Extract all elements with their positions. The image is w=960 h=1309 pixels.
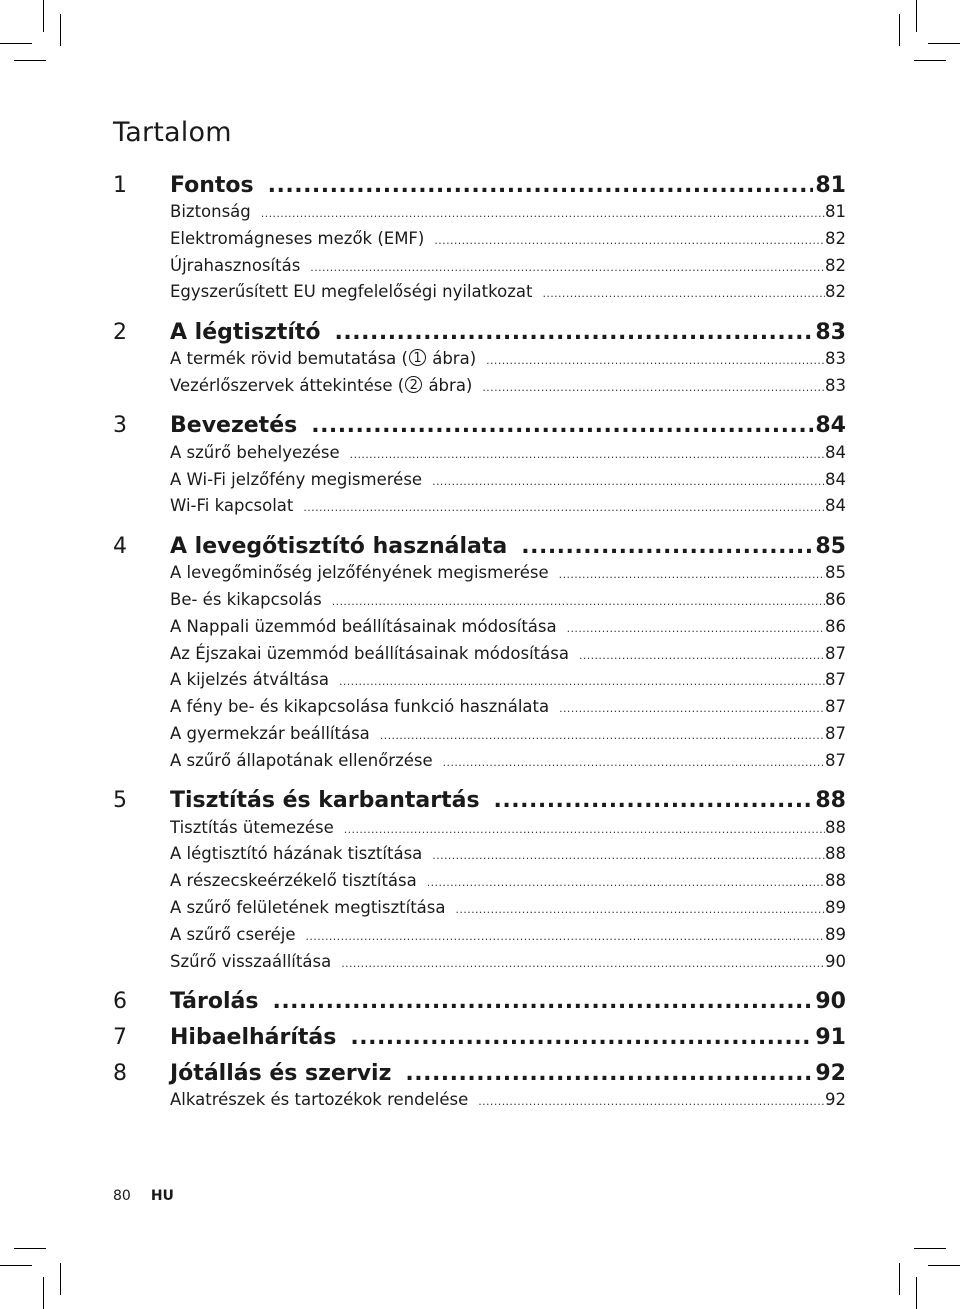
section-page-number: 87 bbox=[825, 723, 846, 743]
toc-chapter-row[interactable] bbox=[113, 409, 846, 443]
crop-mark bbox=[43, 0, 44, 32]
language-code: HU bbox=[150, 1188, 174, 1204]
toc-chapter-row[interactable] bbox=[113, 1020, 846, 1054]
toc-chapter-row[interactable] bbox=[113, 1056, 846, 1090]
chapter-title: Bevezetés bbox=[170, 413, 298, 439]
section-title bbox=[170, 282, 542, 301]
dot-leader bbox=[310, 261, 825, 274]
section-title-text: Wi-Fi kapcsolat bbox=[170, 496, 294, 516]
section-title-text: A termék rövid bemutatása ( bbox=[170, 349, 408, 369]
section-title bbox=[170, 563, 559, 582]
section-page-number: 87 bbox=[825, 750, 846, 770]
toc-section-row[interactable] bbox=[170, 202, 846, 229]
toc-chapter-row[interactable] bbox=[113, 529, 846, 563]
toc-section-row[interactable] bbox=[170, 229, 846, 256]
dot-leader bbox=[268, 173, 814, 198]
dot-leader bbox=[261, 207, 825, 220]
section-title-text: A légtisztító házának tisztítása bbox=[170, 844, 423, 864]
section-page-number: 82 bbox=[825, 282, 846, 302]
toc-chapter bbox=[113, 784, 846, 979]
section-title bbox=[170, 1090, 478, 1109]
chapter-number: 3 bbox=[113, 413, 127, 439]
crop-mark bbox=[914, 60, 946, 61]
dot-leader bbox=[443, 756, 825, 769]
section-title bbox=[170, 751, 443, 770]
toc-section-row[interactable] bbox=[170, 470, 846, 497]
section-title bbox=[170, 844, 432, 863]
section-page-number: 92 bbox=[825, 1090, 846, 1110]
section-title-text: A szűrő cseréje bbox=[170, 924, 296, 944]
toc-chapter bbox=[113, 409, 846, 523]
section-title-text: Tisztítás ütemezése bbox=[170, 817, 334, 837]
crop-mark bbox=[60, 1263, 61, 1295]
dot-leader bbox=[350, 448, 825, 461]
section-page-number: 84 bbox=[825, 442, 846, 462]
section-title-text: A szűrő állapotának ellenőrzése bbox=[170, 750, 433, 770]
figure-number-circle: 2 bbox=[405, 376, 422, 393]
chapter-title: A levegőtisztító használata bbox=[170, 533, 508, 559]
section-title bbox=[170, 590, 332, 609]
dot-leader bbox=[272, 989, 813, 1014]
toc-section-row[interactable] bbox=[170, 952, 846, 979]
section-title bbox=[170, 256, 310, 275]
dot-leader bbox=[521, 534, 813, 559]
section-page-number: 87 bbox=[825, 643, 846, 663]
crop-mark bbox=[928, 43, 960, 44]
section-title-text: A fény be- és kikapcsolása funkció használata bbox=[170, 697, 550, 717]
section-page-number: 88 bbox=[825, 817, 846, 837]
page-title: Tartalom bbox=[113, 117, 232, 148]
section-title-text: A kijelzés átváltása bbox=[170, 670, 329, 690]
section-page-number: 86 bbox=[825, 589, 846, 609]
dot-leader bbox=[559, 702, 825, 715]
dot-leader bbox=[579, 649, 825, 662]
section-title bbox=[170, 670, 339, 689]
toc-chapter-row[interactable] bbox=[113, 784, 846, 818]
toc-chapter-row[interactable] bbox=[113, 168, 846, 202]
dot-leader bbox=[339, 675, 825, 688]
section-title-text: Az Éjszakai üzemmód beállításainak módosítása bbox=[170, 643, 569, 663]
toc-section-row[interactable] bbox=[170, 617, 846, 644]
toc-section-row[interactable] bbox=[170, 349, 846, 376]
section-page-number: 87 bbox=[825, 697, 846, 717]
dot-leader bbox=[456, 903, 826, 916]
section-title bbox=[170, 202, 261, 221]
chapter-page-number: 85 bbox=[815, 533, 846, 559]
crop-mark bbox=[899, 14, 900, 46]
dot-leader bbox=[332, 595, 825, 608]
chapter-number: 5 bbox=[113, 788, 127, 814]
toc-section-row[interactable] bbox=[170, 644, 846, 671]
toc-section-row[interactable] bbox=[170, 563, 846, 590]
toc-section-row[interactable] bbox=[170, 925, 846, 952]
section-title bbox=[170, 229, 434, 248]
section-page-number: 90 bbox=[825, 951, 846, 971]
section-page-number: 85 bbox=[825, 563, 846, 583]
toc-section-row[interactable] bbox=[170, 751, 846, 778]
section-page-number: 88 bbox=[825, 844, 846, 864]
section-title bbox=[170, 617, 567, 636]
dot-leader bbox=[341, 957, 825, 970]
toc-section-row[interactable] bbox=[170, 818, 846, 845]
section-page-number: 83 bbox=[825, 349, 846, 369]
chapter-page-number: 92 bbox=[815, 1060, 846, 1086]
dot-leader bbox=[542, 287, 825, 300]
section-title bbox=[170, 644, 579, 663]
dot-leader bbox=[350, 1025, 813, 1050]
chapter-number: 6 bbox=[113, 988, 127, 1014]
toc-chapter bbox=[113, 984, 846, 1018]
section-page-number: 89 bbox=[825, 924, 846, 944]
chapter-number: 8 bbox=[113, 1060, 127, 1086]
dot-leader bbox=[344, 823, 825, 836]
chapter-page-number: 84 bbox=[815, 413, 846, 439]
section-title bbox=[170, 818, 344, 837]
page-number: 80 bbox=[113, 1188, 131, 1204]
section-title-text: Egyszerűsített EU megfelelőségi nyilatkozat bbox=[170, 282, 533, 302]
chapter-page-number: 88 bbox=[815, 788, 846, 814]
chapter-page-number: 83 bbox=[815, 319, 846, 345]
chapter-title: Tárolás bbox=[170, 988, 259, 1014]
section-title-text: Alkatrészek és tartozékok rendelése bbox=[170, 1090, 469, 1110]
section-page-number: 88 bbox=[825, 871, 846, 891]
dot-leader bbox=[427, 876, 825, 889]
toc-section-row[interactable] bbox=[170, 496, 846, 523]
dot-leader bbox=[559, 568, 825, 581]
dot-leader bbox=[432, 849, 825, 862]
toc-chapter-row[interactable] bbox=[113, 984, 846, 1018]
crop-mark bbox=[916, 0, 917, 32]
section-title bbox=[170, 871, 427, 890]
section-title bbox=[170, 724, 380, 743]
chapter-title: A légtisztító bbox=[170, 319, 321, 345]
crop-mark bbox=[0, 1265, 32, 1266]
section-title-text: ábra) bbox=[426, 349, 477, 369]
section-title bbox=[170, 952, 341, 971]
section-page-number: 81 bbox=[825, 202, 846, 221]
toc-chapter bbox=[113, 168, 846, 309]
dot-leader bbox=[303, 501, 825, 514]
section-title-text: A szűrő behelyezése bbox=[170, 442, 340, 462]
section-title bbox=[170, 470, 432, 489]
toc-chapter bbox=[113, 1056, 846, 1117]
crop-mark bbox=[928, 1265, 960, 1266]
section-title-text: Biztonság bbox=[170, 202, 251, 221]
toc-section-row[interactable] bbox=[170, 443, 846, 470]
dot-leader bbox=[306, 930, 826, 943]
dot-leader bbox=[482, 381, 825, 394]
section-title bbox=[170, 443, 350, 462]
section-title bbox=[170, 925, 306, 944]
section-page-number: 82 bbox=[825, 228, 846, 248]
section-title-text: A Nappali üzemmód beállításainak módosítása bbox=[170, 616, 557, 636]
crop-mark bbox=[0, 43, 32, 44]
dot-leader bbox=[567, 622, 825, 635]
crop-mark bbox=[60, 14, 61, 46]
dot-leader bbox=[434, 234, 825, 247]
crop-mark bbox=[43, 1277, 44, 1309]
dot-leader bbox=[494, 788, 814, 813]
toc-section-row[interactable] bbox=[170, 844, 846, 871]
chapter-page-number: 81 bbox=[815, 172, 846, 198]
section-title-text: Vezérlőszervek áttekintése ( bbox=[170, 375, 405, 395]
section-title bbox=[170, 496, 303, 515]
chapter-number: 4 bbox=[113, 533, 127, 559]
section-page-number: 86 bbox=[825, 616, 846, 636]
toc-section-row[interactable] bbox=[170, 670, 846, 697]
chapter-title: Jótállás és szerviz bbox=[170, 1060, 392, 1086]
dot-leader bbox=[486, 354, 825, 367]
dot-leader bbox=[405, 1061, 813, 1086]
section-title-text: A szűrő felületének megtisztítása bbox=[170, 897, 446, 917]
crop-mark bbox=[914, 1248, 946, 1249]
toc-chapter bbox=[113, 529, 846, 777]
section-title bbox=[170, 898, 456, 917]
section-page-number: 83 bbox=[825, 375, 846, 395]
page-footer bbox=[113, 1188, 174, 1204]
section-title bbox=[170, 697, 559, 716]
chapter-title: Fontos bbox=[170, 172, 254, 198]
section-page-number: 82 bbox=[825, 255, 846, 275]
crop-mark bbox=[14, 60, 46, 61]
section-title-text: Elektromágneses mezők (EMF) bbox=[170, 228, 425, 248]
figure-number-circle: 1 bbox=[409, 349, 426, 366]
chapter-number: 1 bbox=[113, 172, 127, 198]
toc-section-row[interactable] bbox=[170, 282, 846, 309]
section-title-text: Szűrő visszaállítása bbox=[170, 951, 332, 971]
chapter-number: 7 bbox=[113, 1024, 127, 1050]
chapter-title: Hibaelhárítás bbox=[170, 1024, 337, 1050]
toc-section-row[interactable] bbox=[170, 724, 846, 751]
section-page-number: 84 bbox=[825, 496, 846, 516]
toc-section-row[interactable] bbox=[170, 898, 846, 925]
toc-chapter bbox=[113, 315, 846, 403]
toc-section-row[interactable] bbox=[170, 590, 846, 617]
section-page-number: 84 bbox=[825, 469, 846, 489]
section-title-text: Be- és kikapcsolás bbox=[170, 589, 322, 609]
toc-chapter-row[interactable] bbox=[113, 315, 846, 349]
dot-leader bbox=[335, 320, 814, 345]
crop-mark bbox=[899, 1263, 900, 1295]
dot-leader bbox=[432, 475, 825, 488]
dot-leader bbox=[478, 1095, 825, 1108]
dot-leader bbox=[380, 729, 825, 742]
toc-section-row[interactable] bbox=[170, 256, 846, 283]
section-page-number: 89 bbox=[825, 897, 846, 917]
toc-section-row[interactable] bbox=[170, 871, 846, 898]
crop-mark bbox=[14, 1248, 46, 1249]
chapter-title: Tisztítás és karbantartás bbox=[170, 788, 480, 814]
section-title-text: A levegőminőség jelzőfényének megismerése bbox=[170, 563, 549, 583]
section-title-text: Újrahasznosítás bbox=[170, 255, 301, 275]
toc-section-row[interactable] bbox=[170, 376, 846, 403]
section-title-text: A részecskeérzékelő tisztítása bbox=[170, 871, 417, 891]
section-title bbox=[170, 349, 486, 368]
table-of-contents bbox=[113, 168, 846, 1123]
toc-section-row[interactable] bbox=[170, 697, 846, 724]
section-title-text: A gyermekzár beállítása bbox=[170, 723, 370, 743]
section-title-text: ábra) bbox=[423, 375, 473, 395]
section-page-number: 87 bbox=[825, 670, 846, 690]
chapter-number: 2 bbox=[113, 319, 127, 345]
toc-chapter bbox=[113, 1020, 846, 1054]
chapter-page-number: 90 bbox=[815, 988, 846, 1014]
dot-leader bbox=[311, 413, 813, 438]
chapter-page-number: 91 bbox=[815, 1024, 846, 1050]
toc-section-row[interactable] bbox=[170, 1090, 846, 1117]
section-title bbox=[170, 376, 482, 395]
crop-mark bbox=[916, 1277, 917, 1309]
section-title-text: A Wi-Fi jelzőfény megismerése bbox=[170, 469, 423, 489]
